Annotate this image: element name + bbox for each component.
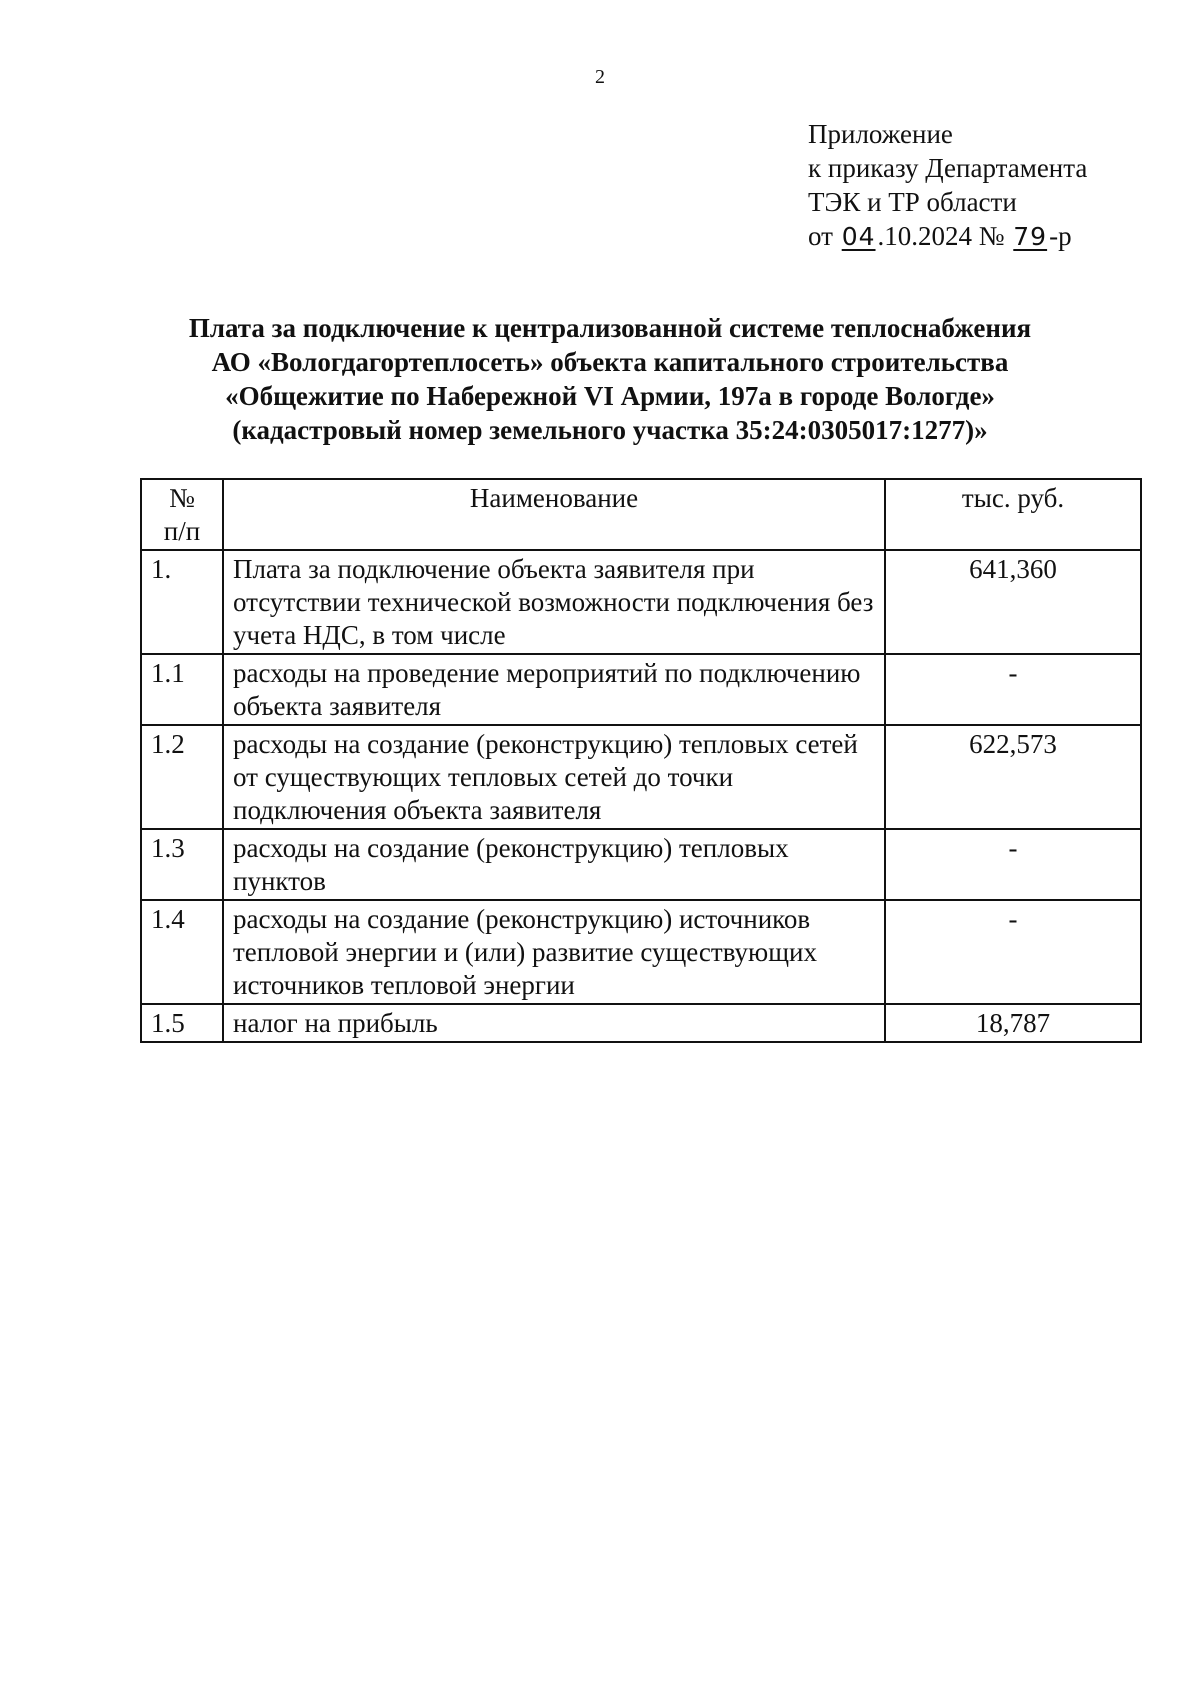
annex-title: Приложение [808, 119, 953, 149]
row-number: 1.4 [141, 900, 223, 1004]
row-value: 622,573 [885, 725, 1141, 829]
row-number: 1. [141, 550, 223, 654]
row-name: Плата за подключение объекта заявителя при отсутствии технической возможности подключения без учета НДС, в том числе [223, 550, 885, 654]
row-number: 1.1 [141, 654, 223, 725]
table-row [141, 829, 1141, 900]
date-prefix: от [808, 221, 833, 251]
annex-date-line [808, 219, 1087, 254]
title-line-3: «Общежитие по Набережной VI Армии, 197а в городе Вологде» [225, 381, 995, 411]
row-value: - [885, 654, 1141, 725]
page-number: 2 [595, 66, 605, 88]
fees-table [140, 478, 1142, 1043]
handwritten-day: 04 [841, 222, 876, 251]
row-name: расходы на создание (реконструкцию) тепловых пунктов [223, 829, 885, 900]
date-rest: .10.2024 № [877, 221, 1005, 251]
table-header-row [141, 479, 1141, 550]
row-value: 18,787 [885, 1004, 1141, 1042]
row-name: расходы на создание (реконструкцию) тепловых сетей от существующих тепловых сетей до точки подключения объекта заявителя [223, 725, 885, 829]
title-line-2: АО «Вологдагортеплосеть» объекта капитального строительства [211, 347, 1009, 377]
row-value: - [885, 829, 1141, 900]
title-line-1: Плата за подключение к централизованной системе теплоснабжения [188, 313, 1032, 343]
table-row [141, 1004, 1141, 1042]
row-name: расходы на создание (реконструкцию) источников тепловой энергии и (или) развитие существующих источников тепловой энергии [223, 900, 885, 1004]
header-name: Наименование [223, 479, 885, 550]
row-number: 1.5 [141, 1004, 223, 1042]
handwritten-order-number: 79 [1013, 222, 1048, 251]
row-value: - [885, 900, 1141, 1004]
table-row [141, 725, 1141, 829]
table-row [141, 900, 1141, 1004]
annex-department: ТЭК и ТР области [808, 187, 1017, 217]
annex-order-ref: к приказу Департамента [808, 153, 1088, 183]
header-value: тыс. руб. [885, 479, 1141, 550]
header-number: № п/п [141, 479, 223, 550]
row-name: налог на прибыль [223, 1004, 885, 1042]
document-title [120, 311, 1100, 447]
annex-block [808, 117, 1087, 254]
row-name: расходы на проведение мероприятий по подключению объекта заявителя [223, 654, 885, 725]
table-row [141, 654, 1141, 725]
row-number: 1.2 [141, 725, 223, 829]
row-value: 641,360 [885, 550, 1141, 654]
order-suffix: -р [1049, 221, 1072, 251]
row-number: 1.3 [141, 829, 223, 900]
title-line-4: (кадастровый номер земельного участка 35:24:0305017:1277)» [232, 415, 988, 445]
table-row [141, 550, 1141, 654]
